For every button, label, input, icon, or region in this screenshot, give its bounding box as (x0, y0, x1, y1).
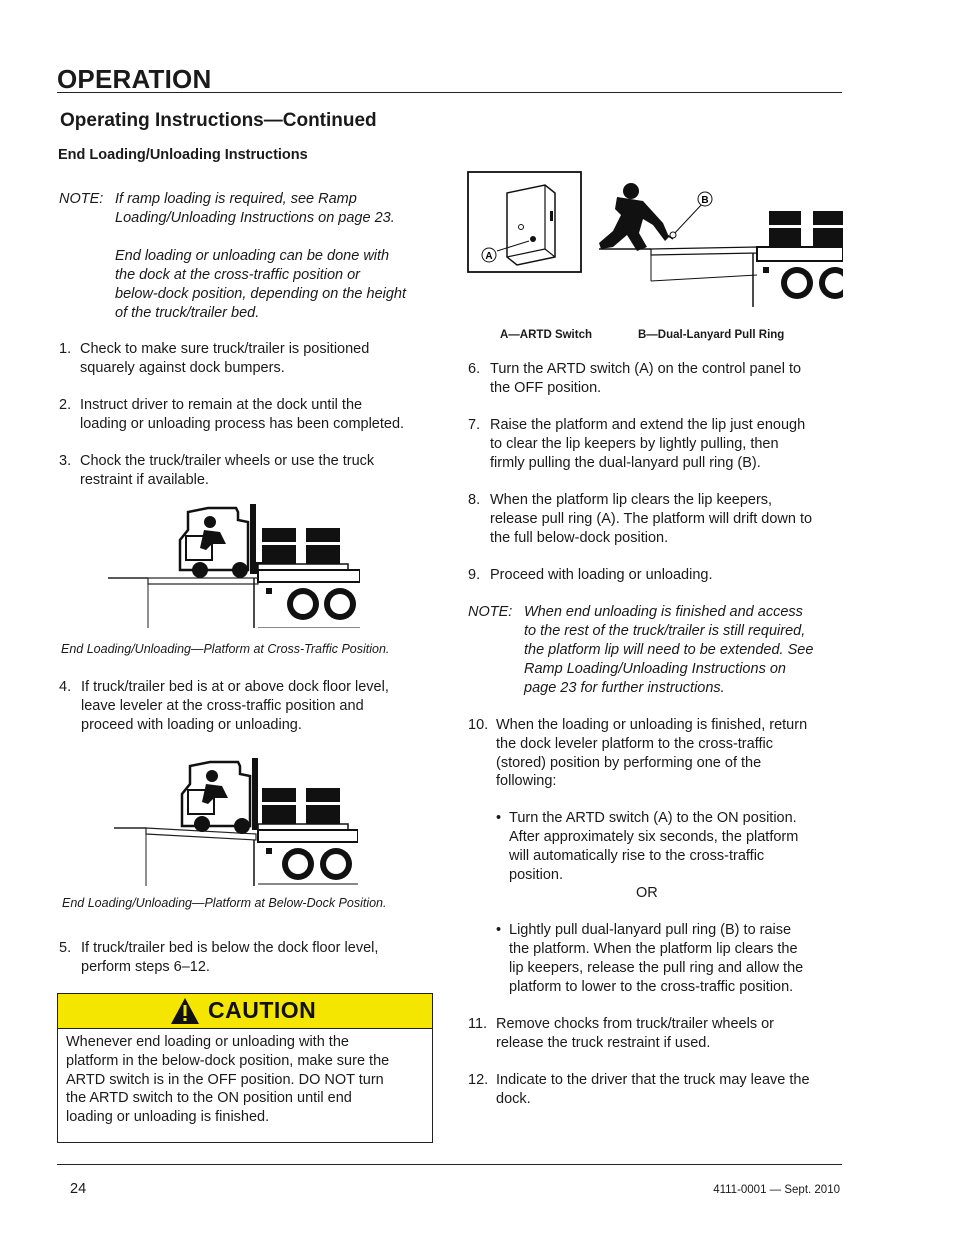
label-b: B (701, 195, 709, 206)
forklift-below-dock-illustration (114, 756, 358, 886)
label-a: A (485, 251, 493, 262)
note-label: NOTE: (59, 191, 104, 207)
step-line: If truck/trailer bed is at or above dock floor level, (81, 679, 389, 695)
or-separator: OR (636, 885, 658, 901)
bullet-line: After approximately six seconds, the platform (509, 829, 799, 845)
step-line: the dock leveler platform to the cross-traffic (496, 736, 773, 752)
step-number: 1. (59, 341, 72, 357)
bullet-line: Lightly pull dual-lanyard pull ring (B) to raise (509, 922, 792, 938)
note-line: the platform lip will need to be extended. See (524, 642, 814, 658)
step-line: When the loading or unloading is finished, return (496, 717, 808, 733)
step-number: 5. (59, 940, 72, 956)
step-number: 9. (468, 567, 481, 583)
step-line: perform steps 6–12. (81, 959, 210, 975)
caution-line: ARTD switch is in the OFF position. DO NOT turn (66, 1071, 384, 1088)
bottom-rule (57, 1164, 842, 1165)
note-line: of the truck/trailer bed. (115, 305, 260, 321)
figure-caption: End Loading/Unloading—Platform at Cross-Traffic Position. (61, 642, 390, 656)
step-line: Indicate to the driver that the truck may leave the (496, 1072, 810, 1088)
caution-line: loading or unloading is finished. (66, 1109, 270, 1126)
step-number: 11. (468, 1016, 488, 1032)
bullet-line: position. (509, 867, 564, 883)
caution-box (57, 993, 433, 1143)
step-line: the OFF position. (490, 380, 602, 396)
bullet-line: will automatically rise to the cross-traffic (509, 848, 765, 864)
step-line: Remove chocks from truck/trailer wheels or (496, 1016, 774, 1032)
step-number: 6. (468, 361, 481, 377)
step-line: loading or unloading process has been completed. (80, 416, 405, 432)
figure-caption-b: B—Dual-Lanyard Pull Ring (638, 329, 785, 341)
step-line: to clear the lip keepers by lightly pulling, then (490, 436, 779, 452)
note-line: Loading/Unloading Instructions on page 23. (115, 210, 395, 226)
artd-switch-and-pull-ring-illustration (467, 171, 843, 307)
note-line: If ramp loading is required, see Ramp (115, 191, 357, 207)
step-line: Instruct driver to remain at the dock until the (80, 397, 363, 413)
step-line: following: (496, 773, 557, 789)
note-label: NOTE: (468, 604, 513, 620)
caution-header (58, 994, 432, 1029)
caution-line: platform in the below-dock position, make sure the (66, 1052, 390, 1069)
step-line: the full below-dock position. (490, 530, 669, 546)
caution-line: the ARTD switch to the ON position until end (66, 1090, 352, 1107)
bullet-line: the platform. When the platform lip clears the (509, 941, 798, 957)
step-line: Proceed with loading or unloading. (490, 567, 713, 583)
step-number: 10. (468, 717, 489, 733)
step-line: If truck/trailer bed is below the dock floor level, (81, 940, 379, 956)
step-line: release pull ring (A). The platform will drift down to (490, 511, 813, 527)
document-id: 4111-0001 — Sept. 2010 (713, 1184, 840, 1196)
step-line: firmly pulling the dual-lanyard pull ring (B). (490, 455, 761, 471)
step-number: 7. (468, 417, 481, 433)
step-line: squarely against dock bumpers. (80, 360, 285, 376)
note-line: below-dock position, depending on the height (115, 286, 407, 302)
step-line: proceed with loading or unloading. (81, 717, 302, 733)
step-number: 12. (468, 1072, 489, 1088)
note-line: When end unloading is finished and access (524, 604, 803, 620)
step-number: 2. (59, 397, 72, 413)
note-line: page 23 for further instructions. (524, 680, 725, 696)
step-line: When the platform lip clears the lip keepers, (490, 492, 773, 508)
page-subtitle: Operating Instructions—Continued (60, 110, 377, 131)
step-line: (stored) position by performing one of the (496, 755, 762, 771)
caution-title: CAUTION (208, 997, 317, 1023)
bullet-icon: • (496, 922, 502, 938)
bullet-line: lip keepers, release the pull ring and allow the (509, 960, 804, 976)
caution-line: Whenever end loading or unloading with the (66, 1034, 349, 1050)
page-number: 24 (70, 1181, 87, 1197)
caution-text (66, 1033, 426, 1127)
bullet-icon: • (496, 810, 502, 826)
figure-caption: End Loading/Unloading—Platform at Below-Dock Position. (62, 896, 387, 910)
step-line: Raise the platform and extend the lip just enough (490, 417, 806, 433)
bullet-line: platform to lower to the cross-traffic position. (509, 979, 794, 995)
warning-triangle-icon (170, 997, 200, 1025)
step-line: Turn the ARTD switch (A) on the control panel to (490, 361, 802, 377)
step-line: restraint if available. (80, 472, 209, 488)
step-number: 4. (59, 679, 72, 695)
forklift-cross-traffic-illustration (108, 500, 360, 628)
step-line: leave leveler at the cross-traffic position and (81, 698, 364, 714)
step-number: 8. (468, 492, 481, 508)
note-line: the dock at the cross-traffic position or (115, 267, 360, 283)
left-heading: End Loading/Unloading Instructions (58, 147, 308, 163)
step-line: dock. (496, 1091, 531, 1107)
step-number: 3. (59, 453, 72, 469)
figure-caption-a: A—ARTD Switch (500, 329, 592, 341)
step-line: release the truck restraint if used. (496, 1035, 711, 1051)
step-line: Check to make sure truck/trailer is positioned (80, 341, 370, 357)
note-line: End loading or unloading can be done with (115, 248, 390, 264)
top-rule (57, 92, 842, 93)
bullet-line: Turn the ARTD switch (A) to the ON position. (509, 810, 797, 826)
step-line: Chock the truck/trailer wheels or use the truck (80, 453, 375, 469)
note-line: Ramp Loading/Unloading Instructions on (524, 661, 786, 677)
note-line: to the rest of the truck/trailer is still required, (524, 623, 806, 639)
section-title: OPERATION (57, 64, 212, 94)
